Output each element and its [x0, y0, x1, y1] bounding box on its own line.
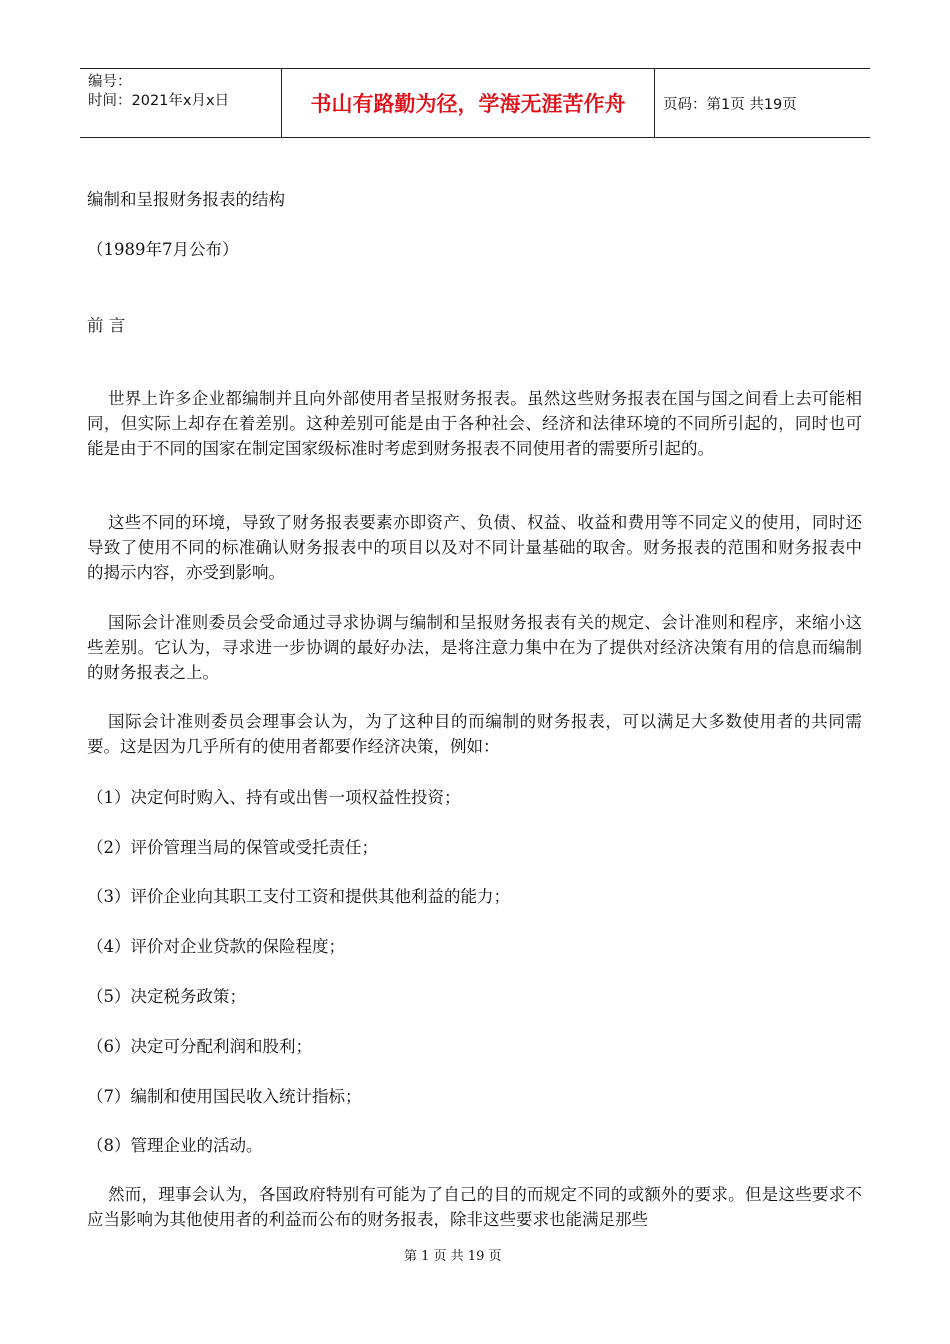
- paragraph-1: 世界上许多企业都编制并且向外部使用者呈报财务报表。虽然这些财务报表在国与国之间看上去可能相同，但实际上却存在着差别。这种差别可能是由于各种社会、经济和法律环境的不同所引起的，同时也可能是由于不同的国家在制定国家级标准时考虑到财务报表不同使用者的需要所引起的。: [87, 389, 862, 458]
- page-footer: 第 1 页 共 19 页: [404, 1249, 502, 1264]
- list-item: （8）管理企业的活动。: [87, 1136, 263, 1155]
- date-note: （1989年7月公布）: [87, 240, 239, 259]
- list-item: （4）评价对企业贷款的保险程度；: [87, 937, 345, 956]
- header-table: [80, 68, 870, 138]
- section-heading: 前 言: [87, 316, 126, 335]
- header-meta-cell: [80, 69, 282, 137]
- list-item: （7）编制和使用国民收入统计指标；: [87, 1087, 362, 1106]
- paragraph-4: 国际会计准则委员会理事会认为，为了这种目的而编制的财务报表，可以满足大多数使用者的共同需要。这是因为几乎所有的使用者都要作经济决策，例如：: [87, 712, 862, 756]
- number-label: 编号：: [88, 74, 132, 90]
- list-item: （6）决定可分配利润和股利；: [87, 1037, 312, 1056]
- motto: 书山有路勤为径，学海无涯苦作舟: [282, 69, 655, 137]
- list-item: （2）评价管理当局的保管或受托责任；: [87, 838, 378, 857]
- paragraph-2: 这些不同的环境，导致了财务报表要素亦即资产、负债、权益、收益和费用等不同定义的使用，同时还导致了使用不同的标准确认财务报表中的项目以及对不同计量基础的取舍。财务报表的范围和财务报表中的揭示内容，亦受到影响。: [87, 513, 862, 582]
- closing-paragraph: 然而，理事会认为，各国政府特别有可能为了自己的目的而规定不同的或额外的要求。但是这些要求不应当影响为其他使用者的利益而公布的财务报表，除非这些要求也能满足那些: [87, 1185, 862, 1229]
- list-item: （5）决定税务政策；: [87, 987, 246, 1006]
- list-item: （1）决定何时购入、持有或出售一项权益性投资；: [87, 788, 461, 807]
- list-item: （3）评价企业向其职工支付工资和提供其他利益的能力；: [87, 887, 510, 906]
- page-info: 页码：第1页 共19页: [663, 96, 797, 113]
- document-title: 编制和呈报财务报表的结构: [87, 190, 285, 209]
- paragraph-3: 国际会计准则委员会受命通过寻求协调与编制和呈报财务报表有关的规定、会计准则和程序，来缩小这些差别。它认为，寻求进一步协调的最好办法，是将注意力集中在为了提供对经济决策有用的信息而编制的财务报表之上。: [87, 613, 862, 682]
- date-label: 时间：2021年x月x日: [88, 93, 230, 109]
